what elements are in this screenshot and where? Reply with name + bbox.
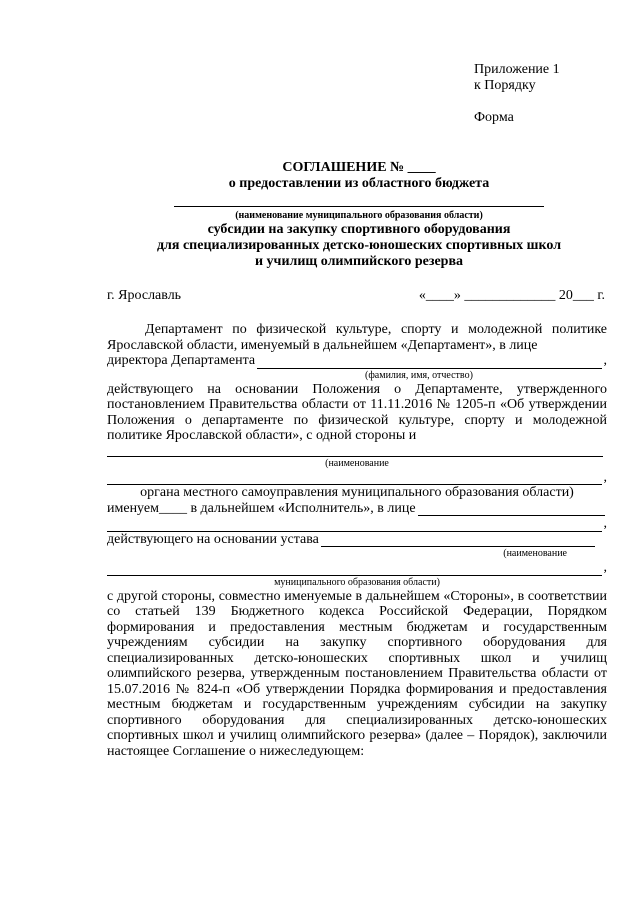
blank-line-2-row (107, 470, 607, 486)
name-caption-2: (наименование (503, 548, 567, 559)
appendix-reference: к Порядку (474, 78, 536, 93)
comma: , (603, 353, 607, 368)
charter-row (107, 532, 607, 548)
fio-caption: (фамилия, имя, отчество) (365, 369, 473, 381)
title-line-3: субсидии на закупку спортивного оборудования (207, 222, 511, 237)
municipality-caption-2: муниципального образования области) (274, 576, 440, 588)
paragraph-parties: с другой стороны, совместно именуемые в дальнейшем «Стороны», в соответствии со статьей 139 Бюджетного кодекса Российской Федерации, Порядком формирования и предоставления местным бюджетам и государственным учреждениям субсидии на закупку спортивного оборудования для специализированных детско-юношеских спортивных школ и училищ олимпийского резерва, утвержденным постановлением Правительства области от 15.07.2016 № 824-п «Об утверждении Порядка формирования и предоставления местным бюджетам и государственным учреждениям субсидии на закупку спортивного оборудования для специализированных детско-юношеских спортивных школ и училищ олимпийского резерва» (далее – Порядок), заключили настоящее Соглашение о нижеследующем: (107, 588, 607, 759)
agreement-title: СОГЛАШЕНИЕ № ____ (282, 160, 436, 175)
document-title (100, 160, 618, 270)
representative-blank (418, 504, 605, 516)
municipality-caption: (наименование муниципального образования области) (235, 210, 483, 221)
appendix-header (474, 62, 560, 126)
blank-line-4 (107, 564, 602, 576)
comma: , (603, 516, 607, 531)
blank-line-1 (107, 444, 603, 457)
blank-line-2 (107, 473, 602, 485)
date-blank: «____» _____________ 20___ г. (418, 288, 605, 303)
named-row (107, 501, 607, 517)
director-label: директора Департамента (107, 353, 256, 368)
city: г. Ярославль (107, 288, 182, 303)
organ-line: органа местного самоуправления муниципального образования области) (140, 485, 574, 500)
name-caption: (наименование (325, 457, 389, 469)
charter-label: действующего на основании устава (107, 531, 319, 547)
municipality-blank-line (174, 198, 544, 207)
appendix-number: Приложение 1 (474, 62, 560, 77)
blank-line-3 (107, 520, 602, 532)
form-label: Форма (474, 110, 514, 125)
comma: , (603, 560, 607, 575)
paragraph-basis: действующего на основании Положения о Департаменте, утвержденного постановлением Правительства области от 11.11.2016 № 1205-п «Об утверждении Положения о департаменте по физической культуре, спорту и молодежной политике Ярославской области», с одной стороны и (107, 381, 607, 443)
blank-line-4-row (107, 560, 607, 576)
paragraph-department: Департамент по физической культуре, спорту и молодежной политике Ярославской области, именуемый в дальнейшем «Департамент», в лице (107, 322, 607, 353)
agreement-body (107, 322, 607, 759)
named-label: именуем____ в дальнейшем «Исполнитель», в лице (107, 500, 416, 516)
title-line-4: для специализированных детско-юношеских спортивных школ (156, 238, 562, 253)
director-fio-blank (257, 357, 601, 369)
comma: , (603, 469, 607, 485)
blank-line-3-row (107, 516, 607, 532)
director-row (107, 353, 607, 369)
charter-blank (321, 535, 595, 547)
title-line-5: и училищ олимпийского резерва (254, 254, 464, 269)
title-line-2: о предоставлении из областного бюджета (228, 176, 490, 191)
